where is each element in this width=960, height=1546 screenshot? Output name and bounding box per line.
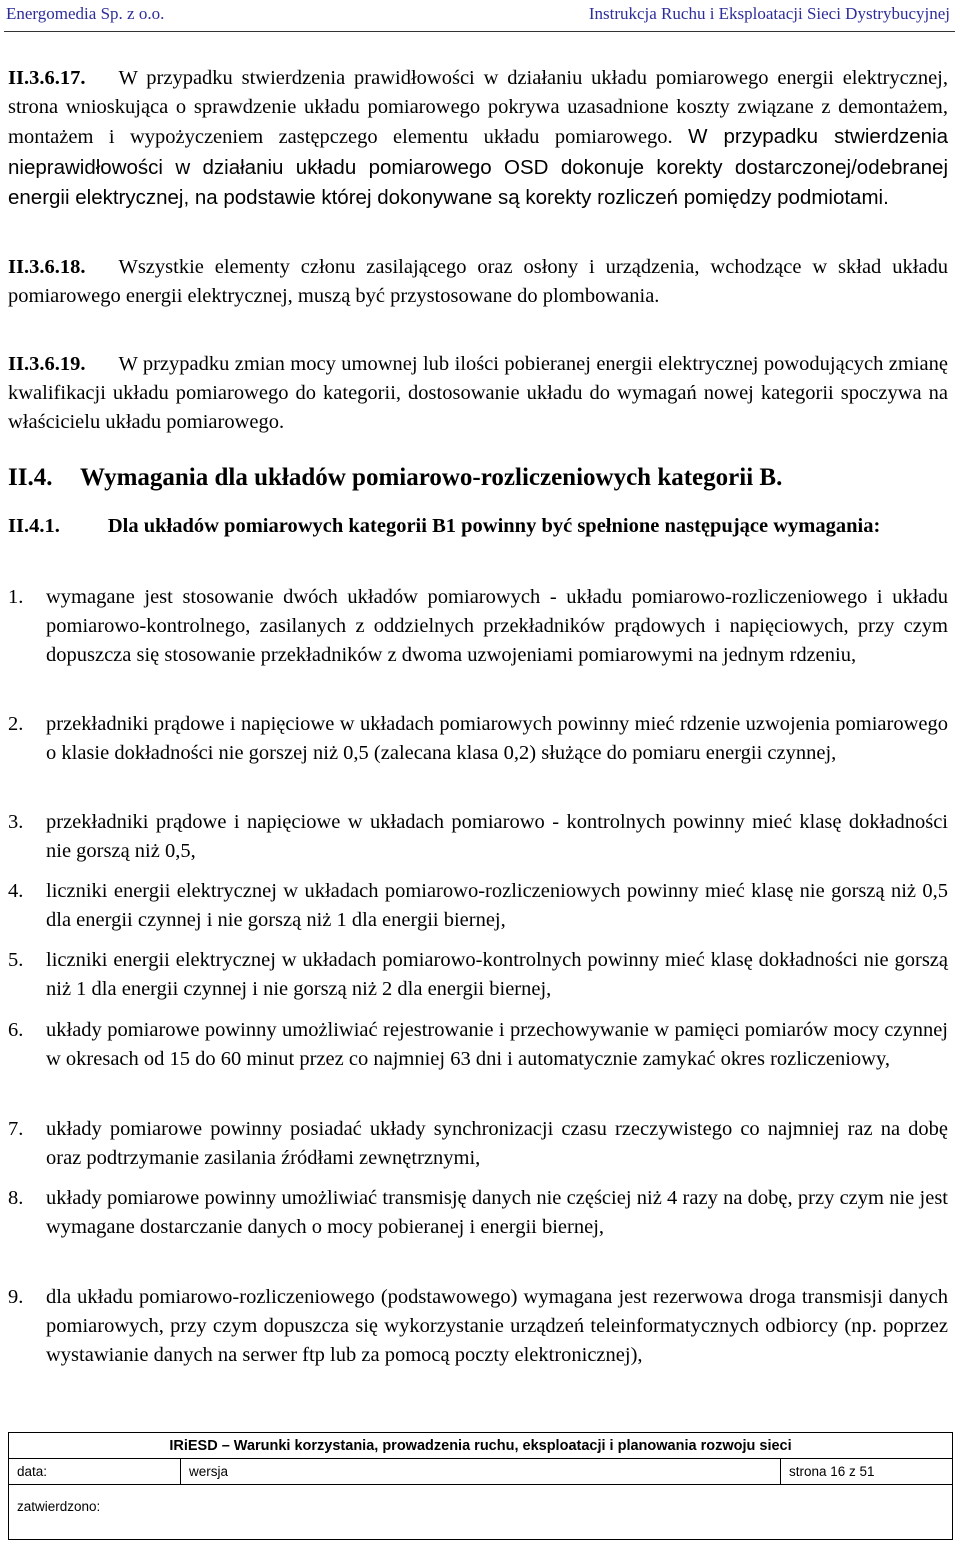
list-item-text: układy pomiarowe powinny posiadać układy synchronizacji czasu rzeczywistego co najmniej raz na dobę oraz podtrzymanie zasilania źródłami zewnętrznymi,	[46, 1118, 948, 1169]
footer-meta-row	[9, 1459, 952, 1485]
heading-text: Wymagania dla układów pomiarowo-rozliczeniowych kategorii B.	[80, 464, 783, 491]
footer-approved-label: zatwierdzono:	[17, 1499, 101, 1514]
list-item-number: 8.	[8, 1187, 24, 1209]
list-item	[8, 1115, 948, 1173]
list-item-number: 6.	[8, 1019, 24, 1041]
footer-title: IRiESD – Warunki korzystania, prowadzenia ruchu, eksploatacji i planowania rozwoju sieci	[9, 1433, 952, 1459]
list-item	[8, 946, 948, 1004]
list-item-text: układy pomiarowe powinny umożliwiać rejestrowanie i przechowywanie w pamięci pomiarów mocy czynnej w okresach od 15 do 60 minut przez co najmniej 63 dni i automatycznie zamykać okres rozliczeniowy,	[46, 1019, 948, 1070]
footer-version-label: wersja	[181, 1459, 781, 1485]
list-item-number: 3.	[8, 811, 24, 833]
list-item	[8, 808, 948, 866]
list-item-number: 9.	[8, 1286, 24, 1308]
list-item-text: wymagane jest stosowanie dwóch układów pomiarowych - układu pomiarowo-rozliczeniowego i układu pomiarowo-kontrolnego, zasilanych z oddzielnych przekładników prądowych i napięciowych, przy czym dopuszcza się stosowanie przekładników z dwoma uzwojeniami pomiarowymi na jednym rdzeniu,	[46, 586, 948, 666]
list-item	[8, 1016, 948, 1074]
section-number: II.3.6.19.	[8, 353, 86, 375]
section-heading	[8, 460, 948, 496]
paragraph-ii-3-6-19	[8, 350, 948, 438]
page-footer	[8, 1432, 953, 1540]
list-item-number: 7.	[8, 1118, 24, 1140]
page-header	[0, 0, 960, 32]
footer-date-label: data:	[9, 1459, 181, 1485]
subheading-number: II.4.1.	[8, 515, 60, 537]
paragraph-text: W przypadku stwierdzenia prawidłowości w działaniu układu pomiarowego energii elektrycznej, strona wnioskująca o sprawdzenie układu pomiarowego pokrywa uzasadnione koszty związane z demontażem, montażem i wypożyczeniem zastępczego elementu układu pomiarowego.	[8, 67, 948, 149]
list-item	[8, 710, 948, 768]
header-company: Energomedia Sp. z o.o.	[6, 4, 165, 23]
list-item-number: 1.	[8, 586, 24, 608]
list-item	[8, 1283, 948, 1370]
list-item-text: układy pomiarowe powinny umożliwiać transmisję danych nie częściej niż 4 razy na dobę, przy czym nie jest wymagane dostarczanie danych o mocy pobieranej i energii biernej,	[46, 1187, 948, 1238]
list-item	[8, 1184, 948, 1242]
list-item-number: 2.	[8, 713, 24, 735]
header-document-title: Instrukcja Ruchu i Eksploatacji Sieci Dystrybucyjnej	[588, 4, 950, 23]
list-item-number: 5.	[8, 949, 24, 971]
subsection-heading	[8, 512, 948, 541]
header-divider	[4, 31, 955, 32]
paragraph-ii-3-6-17	[8, 64, 948, 213]
list-item	[8, 583, 948, 670]
section-number: II.3.6.18.	[8, 256, 86, 278]
list-item-text: liczniki energii elektrycznej w układach pomiarowo-kontrolnych powinny mieć klasę dokładności nie gorszą niż 1 dla energii czynnej i nie gorszą niż 2 dla energii biernej,	[46, 949, 948, 1000]
paragraph-text: Wszystkie elementy członu zasilającego oraz osłony i urządzenia, wchodzące w skład układu pomiarowego energii elektrycznej, muszą być przystosowane do plombowania.	[8, 256, 948, 308]
list-item-text: liczniki energii elektrycznej w układach pomiarowo-rozliczeniowych powinny mieć klasę nie gorszą niż 0,5 dla energii czynnej i nie gorszą niż 1 dla energii biernej,	[46, 880, 948, 931]
subheading-text: Dla układów pomiarowych kategorii B1 powinny być spełnione następujące wymagania:	[107, 515, 881, 537]
footer-page-number: strona 16 z 51	[789, 1464, 875, 1479]
list-item-text: przekładniki prądowe i napięciowe w układach pomiarowych powinny mieć rdzenie uzwojenia pomiarowego o klasie dokładności nie gorszej niż 0,5 (zalecana klasa 0,2) służące do pomiaru energii czynnej,	[46, 713, 948, 764]
footer-approval-row	[9, 1485, 952, 1539]
list-item-text: dla układu pomiarowo-rozliczeniowego (podstawowego) wymagana jest rezerwowa droga transmisji danych pomiarowych, przy czym dopuszcza się wykorzystanie urządzeń teleinformatycznych odbiorcy (np. poprzez wystawianie danych na serwer ftp lub za pomocą poczty elektronicznej),	[46, 1286, 948, 1366]
list-item-number: 4.	[8, 880, 24, 902]
paragraph-ii-3-6-18	[8, 253, 948, 311]
list-item-text: przekładniki prądowe i napięciowe w układach pomiarowo - kontrolnych powinny mieć klasę dokładności nie gorszą niż 0,5,	[46, 811, 948, 862]
paragraph-text: W przypadku stwierdzenia nieprawidłowości w działaniu układu pomiarowego OSD dokonuje korekty dostarczonej/odebranej energii elektrycznej, na podstawie której dokonywane są korekty rozliczeń pomiędzy podmiotami.	[8, 125, 949, 209]
section-number: II.3.6.17.	[8, 67, 86, 89]
heading-number: II.4.	[8, 464, 53, 491]
list-item	[8, 877, 948, 935]
paragraph-text: W przypadku zmian mocy umownej lub ilości pobieranej energii elektrycznej powodujących zmianę kwalifikacji układu pomiarowego do kategorii, dostosowanie układu do wymagań nowej kategorii spoczywa na właścicielu układu pomiarowego.	[8, 353, 948, 434]
